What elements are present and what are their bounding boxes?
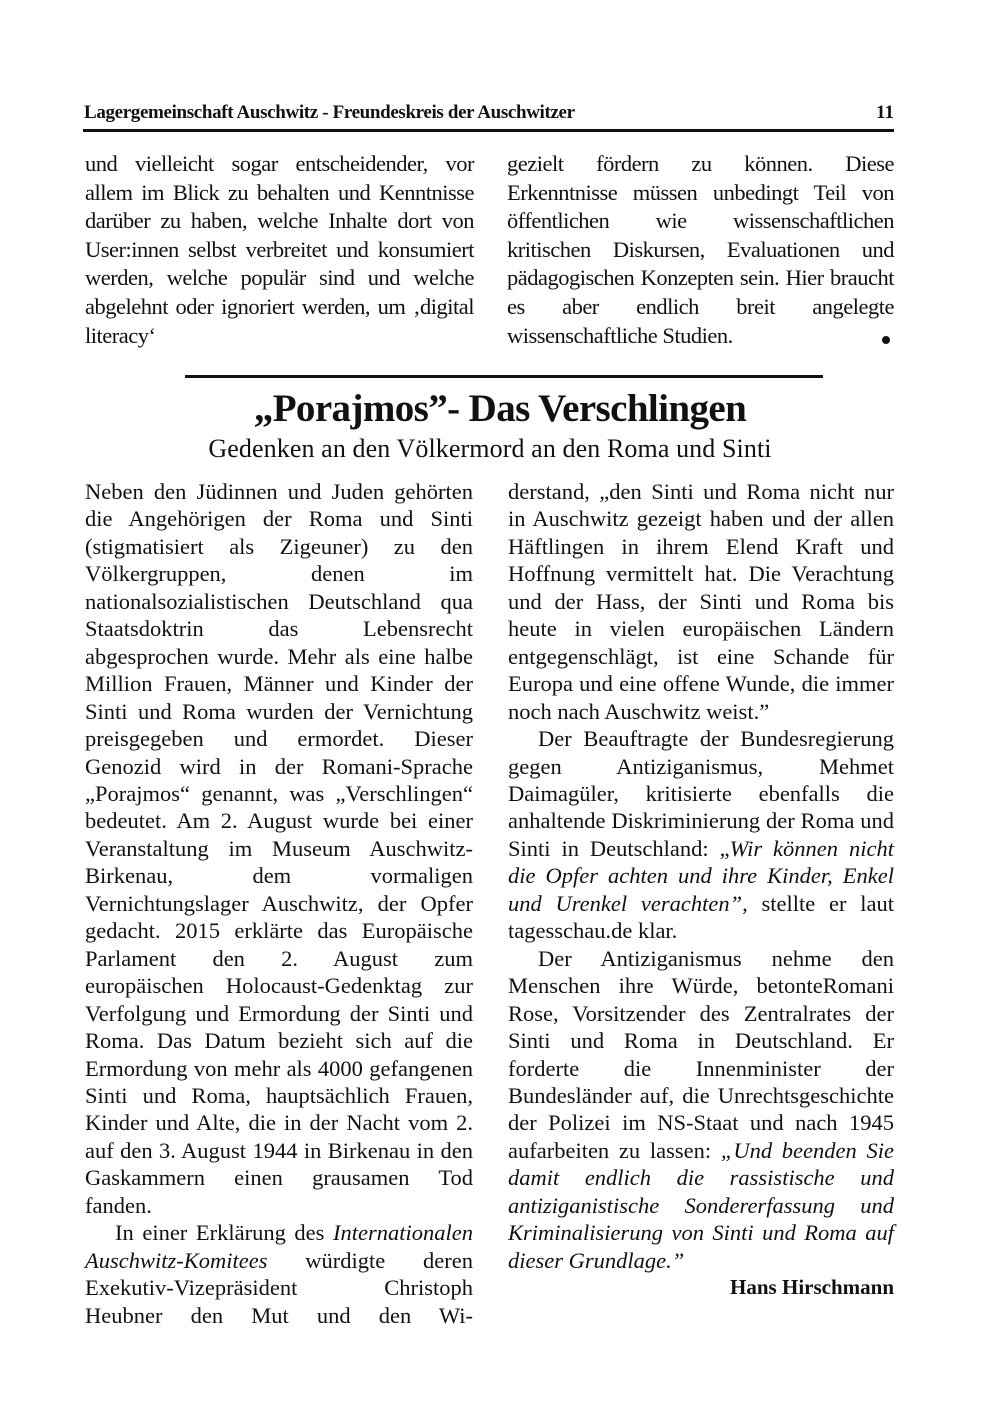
previous-article-text-right: gezielt fördern zu können. Diese Erkenntnisse müssen unbedingt Teil von öffentlichen wie wissenschaftlichen kritischen Diskursen, Evaluationen und pädagogischen Konzepten sein. Hier braucht es aber endlich breit angelegte wissenschaftliche Studien.: [507, 151, 894, 348]
paragraph-text: Der Beauftragte der Bundesregierung gegen Antiziganismus, Mehmet Daimagüler, kritisierte ebenfalls die anhaltende Diskriminierung der Roma und Sinti in Deutschland: „: [508, 726, 894, 861]
article-subtitle: Gedenken an den Völkermord an den Roma und Sinti: [208, 434, 772, 463]
article-title: „Porajmos”- Das Verschlingen: [253, 387, 747, 430]
running-header: [84, 100, 894, 126]
page-number: 11: [876, 102, 894, 123]
quote-italic: „Und beenden Sie damit endlich die rassistische und antiziganistische Sondererfassung und Kriminalisierung von Sinti und Roma auf dieser Grundlage.”: [508, 1137, 894, 1273]
header-rule: [83, 129, 894, 132]
organization-name-italic: Internationalen Auschwitz-Komitees: [85, 1220, 473, 1273]
article-paragraph-1: Neben den Jüdinnen und Juden gehörten die Angehörigen der Roma und Sinti (stigmatisiert als Zigeuner) zu den Völkergruppen, denen im nationalsozialistischen Deutschland qua Staatsdoktrin das Lebensrecht abgesprochen wurde. Mehr als eine halbe Million Frauen, Männer und Kinder der Sinti und Roma wurden der Vernichtung preisgegeben und ermordet. Dieser Genozid wird in der Romani-Sprache „Porajmos“ genannt, was „Verschlingen“ bedeutet. Am 2. August wurde bei einer Veranstaltung im Museum Auschwitz-Birkenau, dem vormaligen Vernichtungslager Auschwitz, der Opfer gedacht. 2015 erklärte das Europäische Parlament den 2. August zum europäischen Holocaust-Gedenktag zur Verfolgung und Ermordung der Sinti und Roma. Das Datum bezieht sich auf die Ermordung von mehr als 4000 gefangenen Sinti und Roma, hauptsächlich Frauen, Kinder und Alte, die in der Nacht vom 2. auf den 3. August 1944 in Birkenau in den Gaskammern einen grausamen Tod fanden.: [85, 479, 473, 1218]
paragraph-text: Der Antiziganismus nehme den Menschen ihre Würde, betonteRomani Rose, Vorsitzender des Zentralrates der Sinti und Roma in Deutschland. Er forderte die Innenminister der Bundesländer auf, die Unrechtsgeschichte der Polizei im NS-Staat und nach 1945 aufarbeiten zu lassen:: [508, 945, 894, 1163]
article-author: Hans Hirschmann: [730, 1275, 894, 1300]
previous-article-left-column: [85, 150, 474, 350]
paragraph-text: stellte er laut tagesschau.de klar.: [508, 890, 894, 944]
article-paragraph-2-start: [85, 1219, 473, 1329]
quote-italic: Wir können nicht die Opfer achten und ihre Kinder, Enkel und Urenkel verachten”,: [508, 835, 894, 916]
paragraph-text: würdigte deren Exekutiv-Vizepräsident Christoph Heubner den Mut und den Wi-: [85, 1247, 473, 1328]
article-paragraph-2-continued: derstand, „den Sinti und Roma nicht nur in Auschwitz gezeigt haben und der allen Häftlingen in ihrem Elend Kraft und Hoffnung vermittelt hat. Die Verachtung und der Hass, der Sinti und Roma bis heute in vielen europäischen Ländern entgegenschlägt, ist eine Schande für Europa und eine offene Wunde, die immer noch nach Auschwitz weist.”: [508, 479, 894, 724]
article-left-column: [85, 478, 473, 1329]
article-right-column: [508, 478, 894, 1302]
paragraph-text: In einer Erklärung des: [115, 1220, 334, 1246]
article-paragraph-4: [508, 945, 894, 1274]
previous-article-text-left: und vielleicht sogar entscheidender, vor allem im Blick zu behalten und Kenntnisse darüber zu haben, welche Inhalte dort von User:innen selbst verbreitet und konsumiert werden, welche populär sind und welche abgelehnt oder ignoriert werden, um ‚digital literacy‘: [85, 151, 474, 348]
article-divider-rule: [185, 375, 823, 378]
article-paragraph-3: [508, 725, 894, 945]
previous-article-right-column: [507, 150, 894, 350]
publication-title: Lagergemeinschaft Auschwitz - Freundeskreis der Auschwitzer: [84, 102, 575, 123]
